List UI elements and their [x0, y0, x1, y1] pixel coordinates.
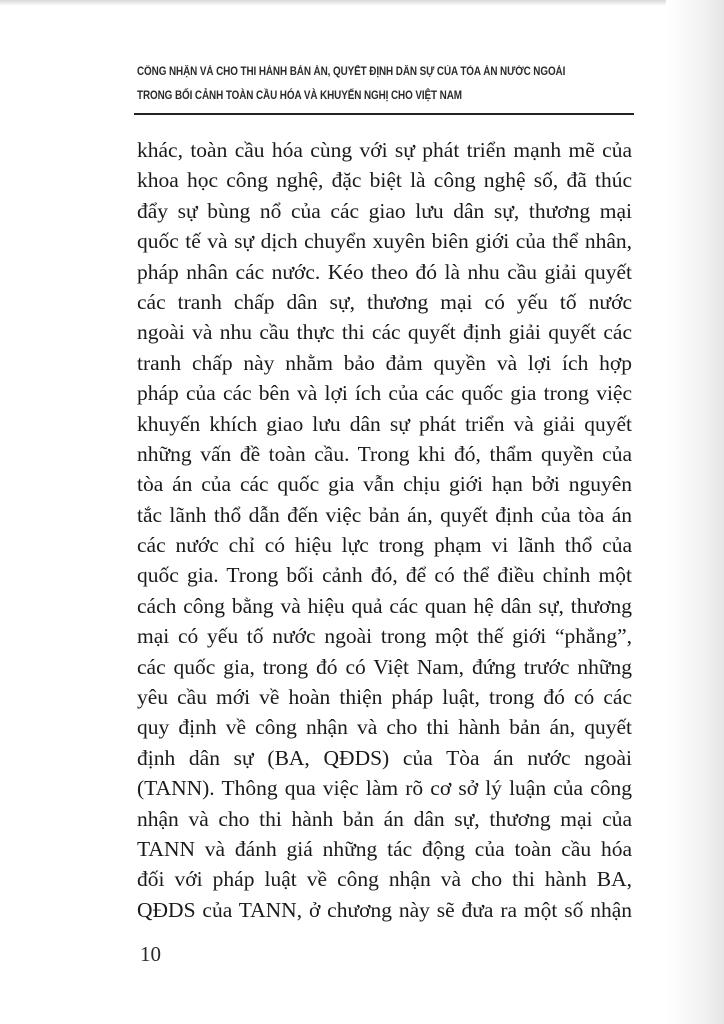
body-line: đối với pháp luật về công nhận và cho thi hành BA,	[137, 867, 632, 892]
body-line: quy định về công nhận và cho thi hành bản án, quyết	[137, 715, 632, 740]
body-line: khác, toàn cầu hóa cùng với sự phát triển mạnh mẽ của	[137, 138, 632, 162]
body-line: pháp của các bên và lợi ích của các quốc gia trong việc	[137, 381, 632, 406]
body-line: ngoài và nhu cầu thực thi các quyết định giải quyết các	[137, 320, 632, 345]
body-line: khoa học công nghệ, đặc biệt là công nghệ số, đã thúc	[137, 168, 632, 193]
body-line: khuyến khích giao lưu dân sự phát triển và giải quyết	[137, 411, 632, 436]
page-number: 10	[140, 942, 161, 966]
body-line: đẩy sự bùng nổ của các giao lưu dân sự, thương mại	[137, 198, 632, 223]
body-line: quốc gia. Trong bối cảnh đó, để có thể điều chỉnh một	[137, 563, 632, 588]
body-paragraph	[137, 135, 632, 925]
body-line: tắc lãnh thổ dẫn đến việc bản án, quyết định của tòa án	[137, 502, 632, 527]
body-line: các tranh chấp dân sự, thương mại có yếu tố nước	[137, 289, 632, 314]
running-header	[137, 60, 637, 108]
body-line: yêu cầu mới về hoàn thiện pháp luật, trong đó có các	[137, 685, 632, 710]
body-line: cách công bằng và hiệu quả các quan hệ dân sự, thương	[137, 593, 632, 618]
body-line: các quốc gia, trong đó có Việt Nam, đứng trước những	[137, 654, 632, 679]
body-line: mại có yếu tố nước ngoài trong một thế giới “phẳng”,	[137, 624, 632, 649]
body-line: tranh chấp này nhằm bảo đảm quyền và lợi ích hợp	[137, 350, 632, 375]
body-line: (TANN). Thông qua việc làm rõ cơ sở lý luận của công	[137, 776, 632, 801]
body-line: nhận và cho thi hành bản án dân sự, thương mại của	[137, 806, 632, 831]
body-line: những vấn đề toàn cầu. Trong khi đó, thẩm quyền của	[137, 441, 632, 466]
body-line: tòa án của các quốc gia vẫn chịu giới hạn bởi nguyên	[137, 472, 632, 497]
body-line: TANN và đánh giá những tác động của toàn cầu hóa	[137, 836, 632, 861]
running-header-line-2: TRONG BỐI CẢNH TOÀN CẦU HÓA VÀ KHUYẾN NGHỊ CHO VIỆT NAM	[137, 90, 462, 102]
body-line: pháp nhân các nước. Kéo theo đó là nhu cầu giải quyết	[137, 259, 632, 284]
body-line: quốc tế và sự dịch chuyển xuyên biên giới của thể nhân,	[137, 229, 632, 254]
body-line: các nước chỉ có hiệu lực trong phạm vi lãnh thổ của	[137, 533, 632, 558]
running-header-line-1: CÔNG NHẬN VÀ CHO THI HÀNH BẢN ÁN, QUYẾT ĐỊNH DÂN SỰ CỦA TÒA ÁN NƯỚC NGOÀI	[137, 66, 566, 78]
header-rule	[134, 113, 634, 115]
body-line: định dân sự (BA, QĐDS) của Tòa án nước ngoài	[137, 745, 632, 770]
body-line: QĐDS của TANN, ở chương này sẽ đưa ra một số nhận	[137, 897, 632, 922]
